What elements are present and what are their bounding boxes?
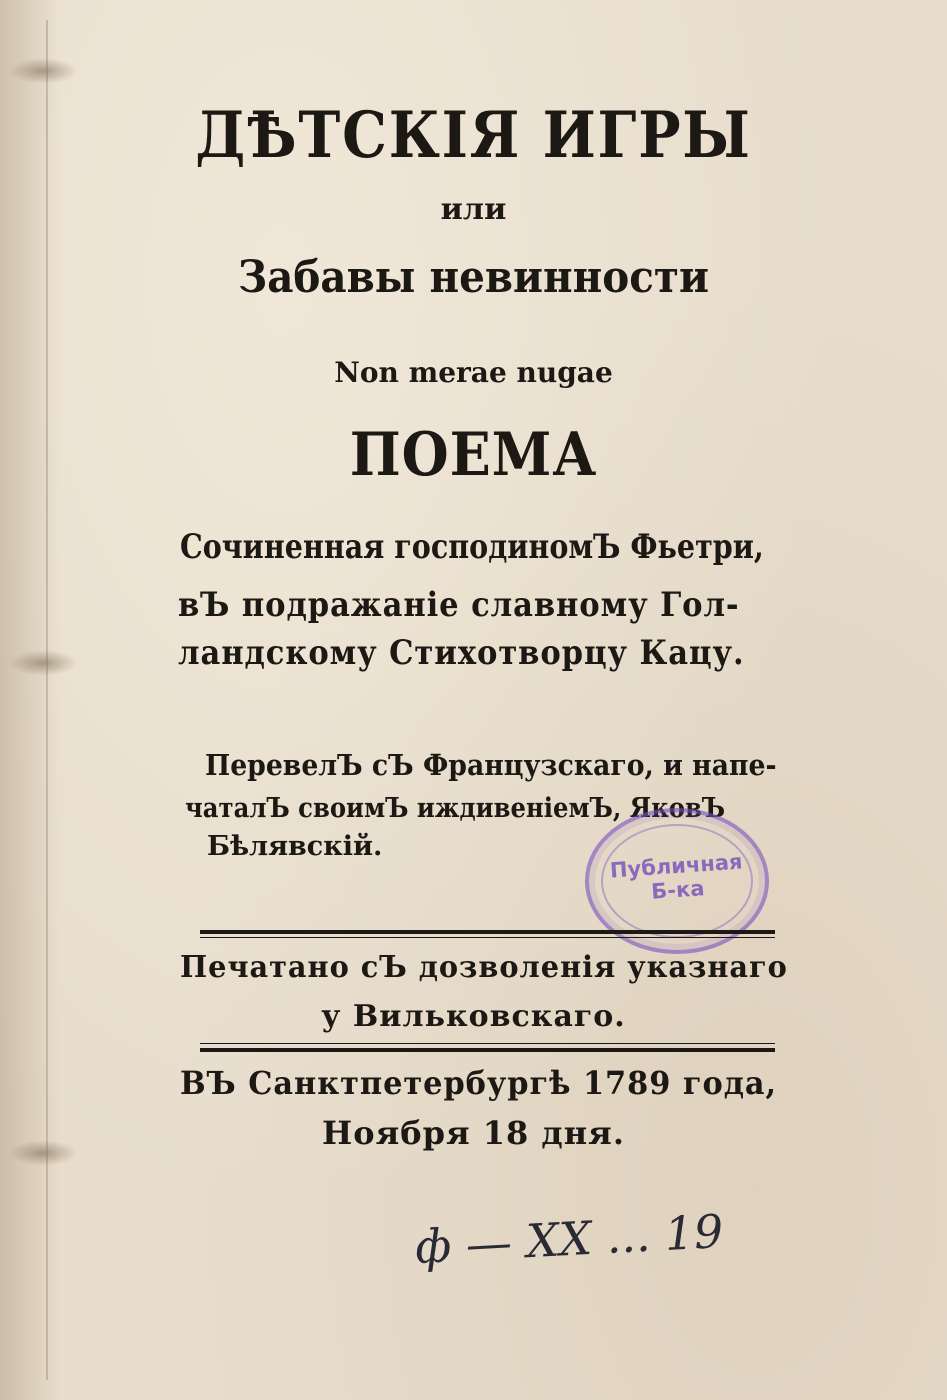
place-date-line-2: Ноября 18 дня. [322,1114,625,1152]
divider-rule [200,1043,775,1044]
title-connector: или [440,192,507,227]
genre-heading: ПОЕМА [349,420,598,490]
stamp-text: Публичная Б-ка [609,849,744,904]
handwritten-shelfmark: ф — XX ... 19 [413,1203,725,1275]
attribution-line-3: ландскому Стихотворцу Кацу. [178,633,745,673]
latin-motto: Non merae nugae [334,356,613,389]
divider-rule [200,937,775,938]
divider-rule [200,1048,775,1052]
place-date-line-1: ВЪ Санктпетербургѣ 1789 года, [180,1064,778,1102]
divider-rule [200,930,775,934]
translator-line-1: ПеревелЪ сЪ Французскаго, и напе- [205,748,777,782]
imprint-line-1: Печатано сЪ дозволенія указнаго [180,950,788,985]
attribution-line-1: Сочиненная господиномЪ Фьетри, [180,527,764,567]
translator-line-3: Бѣлявскій. [207,831,383,862]
translator-line-2: чаталЪ своимЪ иждивеніемЪ, ЯковЪ [185,793,726,824]
imprint-line-2: у Вильковскаго. [321,999,626,1034]
attribution-line-2: вЪ подражаніе славному Гол- [178,585,740,625]
binding-thread-mark [8,58,78,84]
book-subtitle: Забавы невинности [237,252,709,303]
book-title: ДѢТСКІЯ ИГРЫ [195,98,752,173]
binding-thread-mark [8,650,78,676]
